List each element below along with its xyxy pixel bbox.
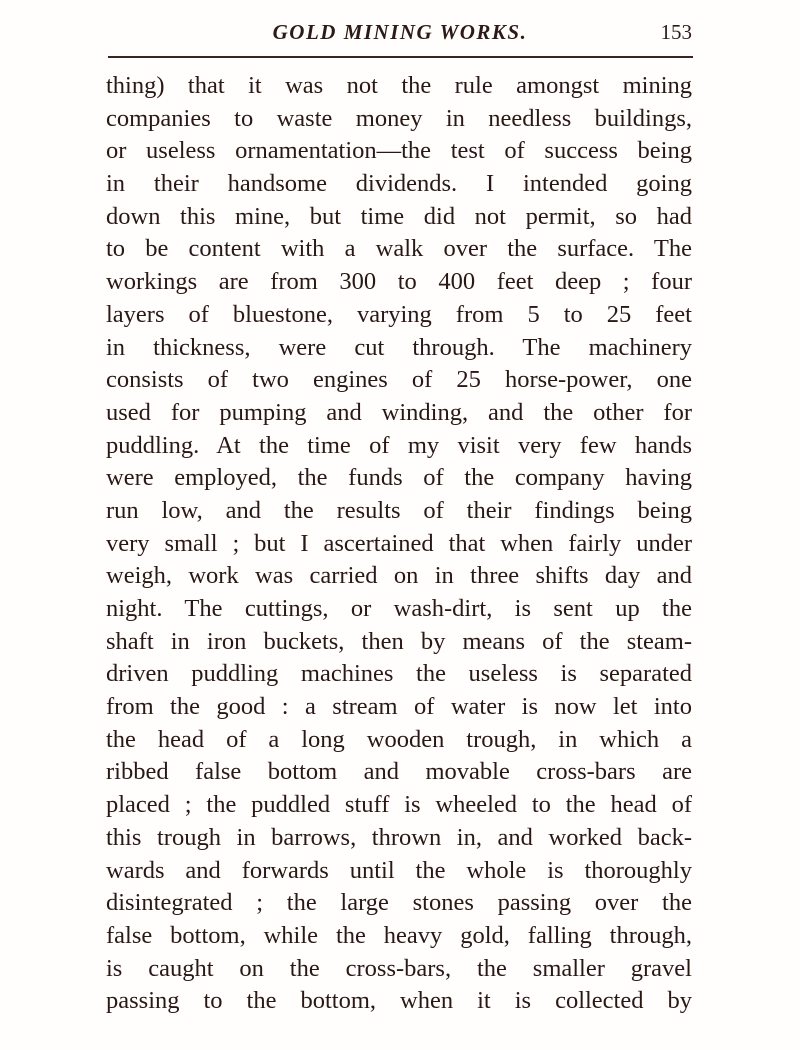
text-line: in their handsome dividends. I intended going bbox=[106, 170, 692, 198]
text-line: ribbed false bottom and movable cross-bars are bbox=[106, 758, 692, 786]
text-line: placed ; the puddled stuff is wheeled to the head of bbox=[106, 791, 692, 819]
text-line: used for pumping and winding, and the other for bbox=[106, 398, 692, 426]
text-line: consists of two engines of 25 horse-power, one bbox=[106, 366, 692, 394]
text-line: wards and forwards until the whole is thoroughly bbox=[106, 856, 692, 884]
body-text bbox=[106, 70, 692, 1018]
text-line: is caught on the cross-bars, the smaller gravel bbox=[106, 954, 692, 982]
text-line: weigh, work was carried on in three shifts day and bbox=[106, 562, 692, 590]
text-line: were employed, the funds of the company having bbox=[106, 464, 692, 492]
text-line: workings are from 300 to 400 feet deep ; four bbox=[106, 268, 692, 296]
text-line: driven puddling machines the useless is separated bbox=[106, 660, 692, 688]
text-line: thing) that it was not the rule amongst mining bbox=[106, 72, 692, 99]
text-line: down this mine, but time did not permit, so had bbox=[106, 202, 692, 230]
text-line: run low, and the results of their findings being bbox=[106, 496, 692, 524]
header-rule bbox=[108, 56, 693, 58]
text-line: puddling. At the time of my visit very few hands bbox=[106, 431, 692, 459]
text-line: from the good : a stream of water is now let into bbox=[106, 693, 692, 721]
text-line: passing to the bottom, when it is collected by bbox=[106, 987, 692, 1015]
text-line: in thickness, were cut through. The machinery bbox=[106, 333, 692, 361]
text-line: this trough in barrows, thrown in, and worked back- bbox=[106, 823, 692, 851]
running-header bbox=[0, 18, 800, 52]
text-line: layers of bluestone, varying from 5 to 25 feet bbox=[106, 300, 692, 328]
text-line: disintegrated ; the large stones passing over the bbox=[106, 889, 692, 917]
text-line: false bottom, while the heavy gold, falling through, bbox=[106, 921, 692, 949]
running-title: GOLD MINING WORKS. bbox=[272, 20, 528, 44]
page-number: 153 bbox=[660, 20, 692, 44]
text-line: shaft in iron buckets, then by means of the steam- bbox=[106, 627, 692, 655]
text-line: or useless ornamentation—the test of success being bbox=[106, 137, 692, 165]
text-line: the head of a long wooden trough, in which a bbox=[106, 725, 692, 753]
text-line: very small ; but I ascertained that when fairly under bbox=[106, 529, 692, 557]
text-line: night. The cuttings, or wash-dirt, is sent up the bbox=[106, 595, 692, 622]
text-line: to be content with a walk over the surface. The bbox=[106, 235, 692, 263]
text-line: companies to waste money in needless buildings, bbox=[106, 104, 692, 132]
